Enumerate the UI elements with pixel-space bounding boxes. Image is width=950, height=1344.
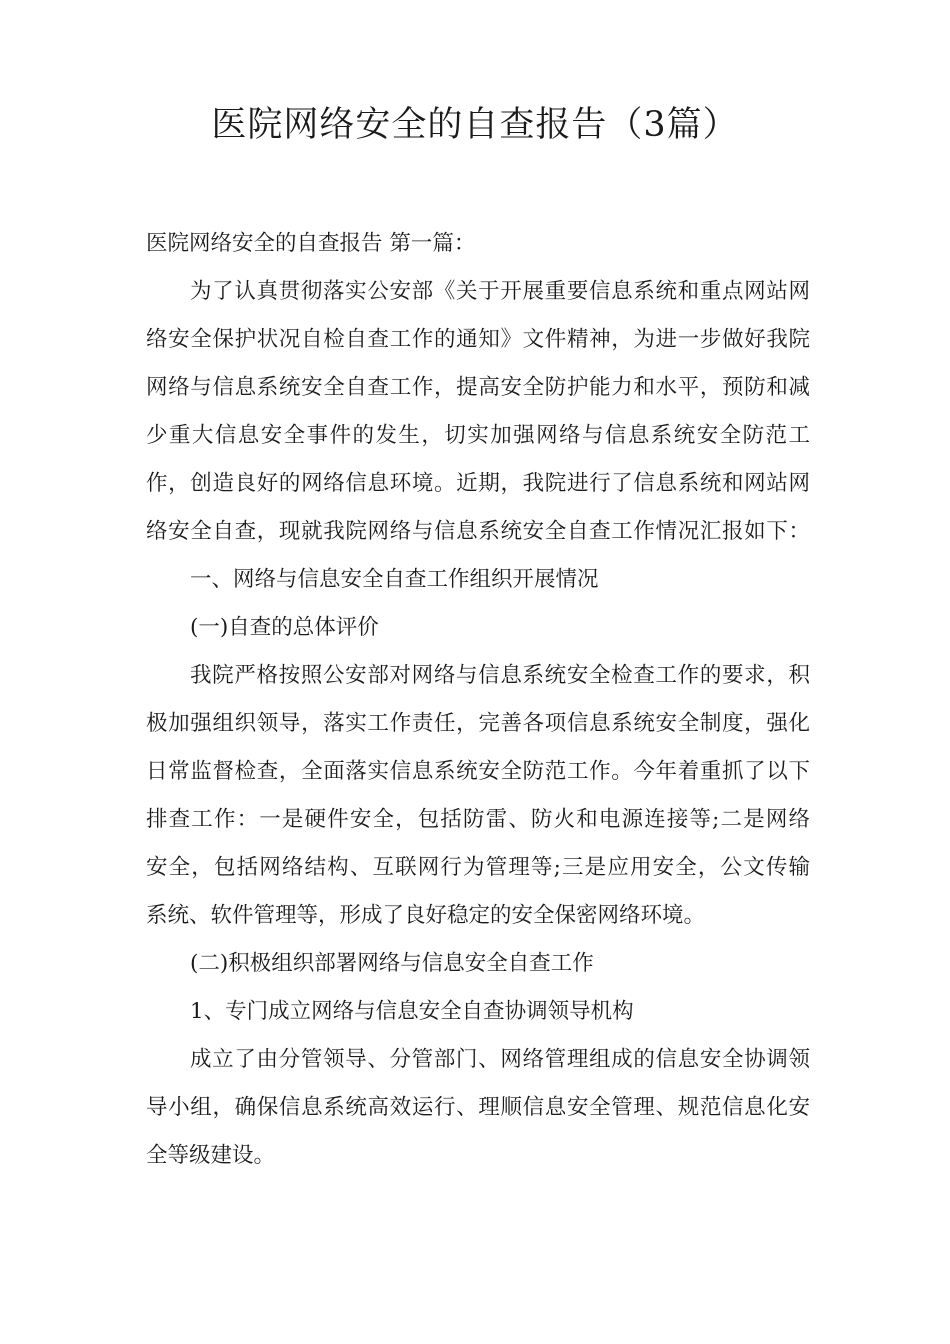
paragraph-line: 排查工作：一是硬件安全，包括防雷、防火和电源连接等;二是网络 <box>146 807 810 832</box>
paragraph-line: 为了认真贯彻落实公安部《关于开展重要信息系统和重点网站网 <box>190 279 810 304</box>
section-heading: 医院网络安全的自查报告 第一篇： <box>146 231 476 256</box>
paragraph-line: 日常监督检查，全面落实信息系统安全防范工作。今年着重抓了以下 <box>146 759 810 784</box>
paragraph-line: 极加强组织领导，落实工作责任，完善各项信息系统安全制度，强化 <box>146 711 810 736</box>
subheading: 一、网络与信息安全自查工作组织开展情况 <box>190 567 599 592</box>
paragraph-line: 络安全保护状况自检自查工作的通知》文件精神，为进一步做好我院 <box>146 327 810 352</box>
paragraph-line: 络安全自查，现就我院网络与信息系统安全自查工作情况汇报如下： <box>146 519 810 544</box>
subheading: (二)积极组织部署网络与信息安全自查工作 <box>190 951 594 976</box>
paragraph-line: 网络与信息系统安全自查工作，提高安全防护能力和水平，预防和减 <box>146 375 810 400</box>
subheading: (一)自查的总体评价 <box>190 615 379 640</box>
paragraph-line: 系统、软件管理等，形成了良好稳定的安全保密网络环境。 <box>146 903 706 928</box>
document-title: 医院网络安全的自查报告（3篇） <box>211 105 739 145</box>
paragraph-line: 我院严格按照公安部对网络与信息系统安全检查工作的要求，积 <box>190 663 810 688</box>
paragraph-line: 成立了由分管领导、分管部门、网络管理组成的信息安全协调领 <box>190 1047 810 1072</box>
subheading: 1、专门成立网络与信息安全自查协调领导机构 <box>190 999 634 1024</box>
paragraph-line: 少重大信息安全事件的发生，切实加强网络与信息系统安全防范工 <box>146 423 810 448</box>
paragraph-line: 作，创造良好的网络信息环境。近期，我院进行了信息系统和网站网 <box>146 471 810 496</box>
document-body <box>146 220 810 1180</box>
paragraph-line: 全等级建设。 <box>146 1143 276 1168</box>
paragraph-line: 安全，包括网络结构、互联网行为管理等;三是应用安全，公文传输 <box>146 855 810 880</box>
paragraph-line: 导小组，确保信息系统高效运行、理顺信息安全管理、规范信息化安 <box>146 1095 810 1120</box>
